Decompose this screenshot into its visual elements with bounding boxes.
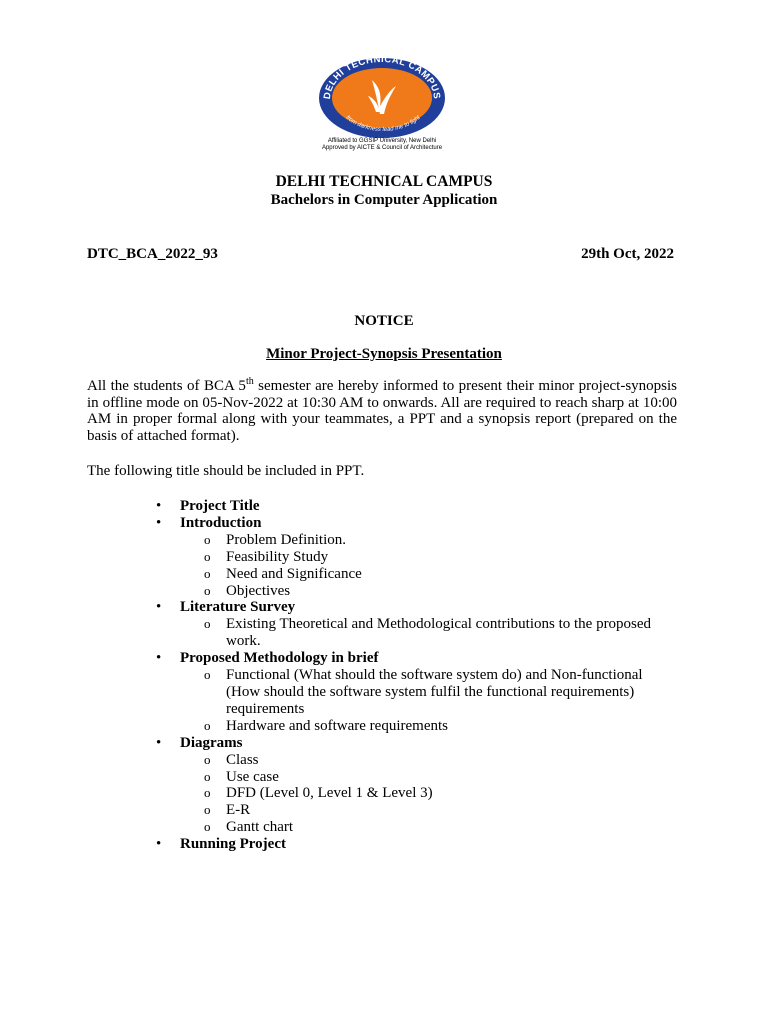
logo-ring-text: DELHI TECHNICAL CAMPUS xyxy=(321,56,443,100)
outline-sublist xyxy=(180,752,680,837)
outline-subitem: o Need and Significance xyxy=(180,566,666,583)
college-emblem xyxy=(316,56,448,140)
outline-sublist xyxy=(180,616,680,650)
outline-subitem: o Problem Definition. xyxy=(180,532,666,549)
reference-number: DTC_BCA_2022_93 xyxy=(87,246,218,262)
outline-subitem: o Hardware and software requirements xyxy=(180,718,666,735)
outline-item xyxy=(0,515,680,600)
outline-intro: The following title should be included in PPT. xyxy=(87,463,365,479)
outline-subitem: o E-R xyxy=(180,802,666,819)
logo-motto: from darkness lead me to light xyxy=(344,114,422,134)
outline-subitem: o Gantt chart xyxy=(180,819,666,836)
outline-item-label: Project Title xyxy=(180,498,260,514)
outline-subitem: o Feasibility Study xyxy=(180,549,666,566)
college-name: DELHI TECHNICAL CAMPUS xyxy=(275,173,493,190)
program-name: Bachelors in Computer Application xyxy=(270,192,498,208)
outline-subitem: o Functional (What should the software system do) and Non-functional (How should the software system fulfil the functional requirements) requirements xyxy=(180,667,666,718)
outline-item-label: Running Project xyxy=(180,836,286,853)
outline-item-label: Literature Survey xyxy=(180,599,296,616)
logo-affiliation xyxy=(298,138,466,152)
outline-item xyxy=(0,599,680,650)
college-logo xyxy=(298,56,466,164)
outline-item-label: Diagrams xyxy=(180,734,243,751)
outline-item-label: Introduction xyxy=(180,514,262,531)
outline-item xyxy=(0,836,680,853)
notice-date: 29th Oct, 2022 xyxy=(581,246,674,262)
affiliation-line-1: Affiliated to GGSIP University, New Delhi xyxy=(327,138,437,144)
outline-subitem: o Class xyxy=(180,752,666,769)
outline-subitem: o Existing Theoretical and Methodological contributions to the proposed work. xyxy=(180,616,666,650)
outline-item xyxy=(0,650,680,735)
ordinal-suffix: th xyxy=(245,376,254,387)
notice-body xyxy=(87,378,677,444)
affiliation-line-2: Approved by AICTE & Council of Architecture xyxy=(321,145,443,151)
outline-item xyxy=(0,735,680,836)
outline-subitem: o DFD (Level 0, Level 1 & Level 3) xyxy=(180,785,666,802)
outline-sublist xyxy=(180,532,680,600)
outline-subitem: o Use case xyxy=(180,769,666,786)
presentation-outline xyxy=(0,498,680,853)
notice-body-part-1: All the students of BCA 5 xyxy=(87,378,246,394)
outline-item xyxy=(0,498,680,515)
outline-item-label: Proposed Methodology in brief xyxy=(180,650,379,667)
outline-sublist xyxy=(180,667,680,735)
notice-heading: NOTICE xyxy=(354,313,414,329)
notice-body-part-2: semester are hereby informed to present their minor project-synopsis in offline mode on 05-Nov-2022 at 10:30 AM to onwards. All are required to reach sharp at 10:00 AM in proper formal along with your teammates, a PPT and a synopsis report (prepared on the basis of attached format). xyxy=(87,378,677,444)
notice-subject: Minor Project-Synopsis Presentation xyxy=(266,346,502,362)
outline-subitem: o Objectives xyxy=(180,583,666,600)
